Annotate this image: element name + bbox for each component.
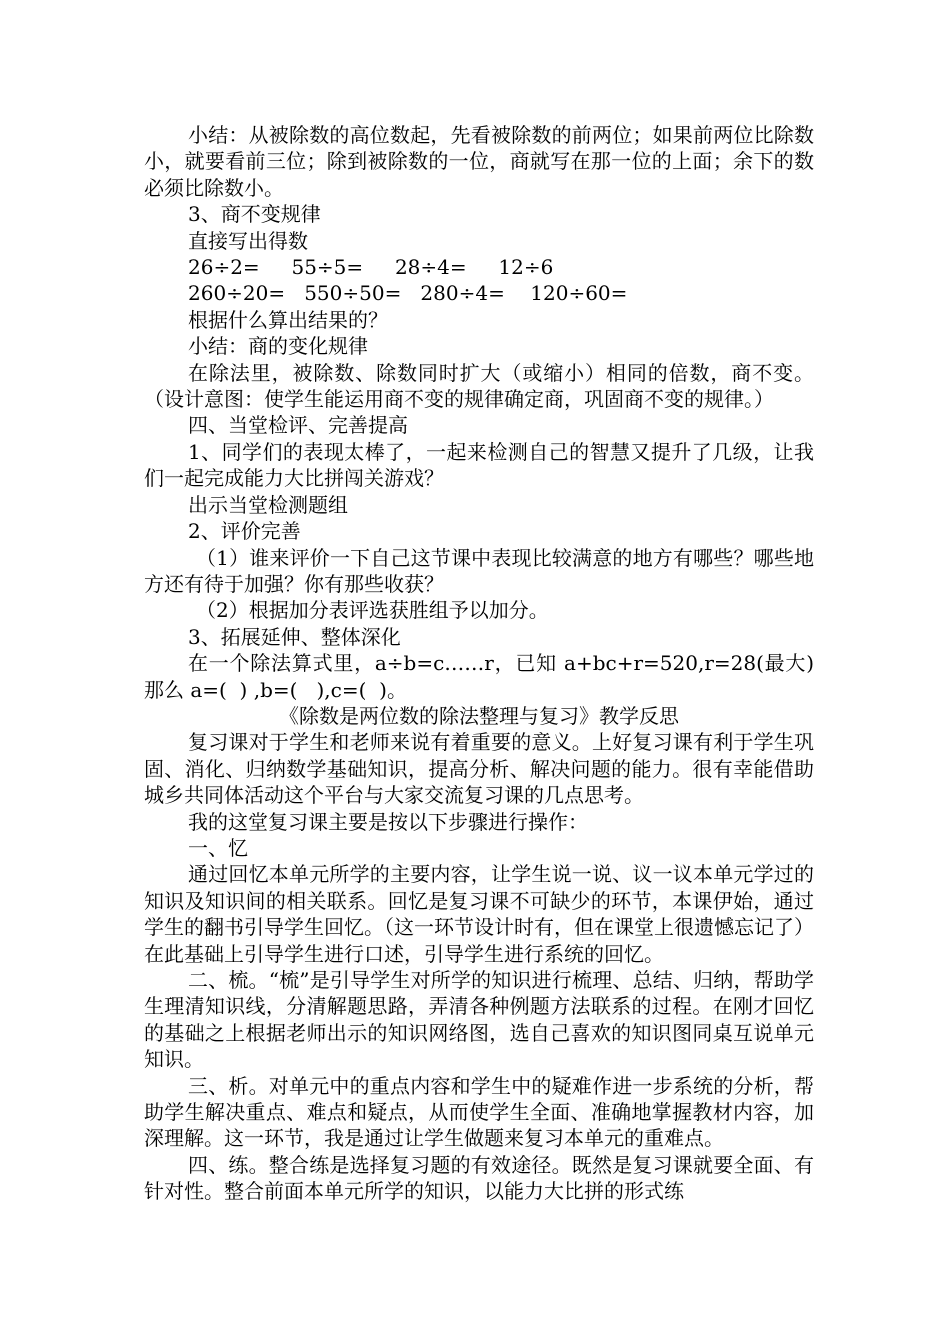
section-heading: 3、商不变规律 [188, 202, 321, 227]
question-line: 根据什么算出结果的？ [188, 307, 388, 332]
reflection-title: 《除数是两位数的除法整理与复习》教学反思 [279, 703, 679, 728]
section-heading: 四、当堂检评、完善提高 [188, 413, 408, 438]
exercise-line: 260÷20= 550÷50= 280÷4= 120÷60= [188, 281, 628, 306]
summary-heading: 小结：商的变化规律 [188, 334, 368, 359]
body-paragraph: 三、析。对单元中的重点内容和学生中的疑难作进一步系统的分析，帮助学生解决重点、难点和疑点，从而使学生全面、准确地掌握教材内容，加深理解。这一环节，我是通过让学生做题来复习本单元的重难点。 [144, 1073, 814, 1151]
summary-paragraph: 小结：从被除数的高位数起，先看被除数的前两位；如果前两位比除数小，就要看前三位；除到被除数的一位，商就写在那一位的上面；余下的数必须比除数小。 [144, 123, 814, 200]
section-heading: 3、拓展延伸、整体深化 [188, 624, 401, 649]
instruction-line: 直接写出得数 [188, 228, 308, 253]
body-paragraph: 1、同学们的表现太棒了，一起来检测自己的智慧又提升了几级，让我们一起完成能力大比拼闯关游戏？ [144, 439, 814, 491]
body-line: （2）根据加分表评选获胜组予以加分。 [196, 598, 549, 623]
body-line: 我的这堂复习课主要是按以下步骤进行操作： [188, 809, 588, 834]
body-paragraph: （1）谁来评价一下自己这节课中表现比较满意的地方有哪些？哪些地方还有待于加强？你有那些收获？ [144, 545, 814, 596]
body-paragraph: 二、梳。“梳”是引导学生对所学的知识进行梳理、总结、归纳，帮助学生理清知识线，分清解题思路，弄清各种例题方法联系的过程。在刚才回忆的基础之上根据老师出示的知识网络图，选自己喜欢的知识图同桌互说单元知识。 [144, 968, 814, 1072]
body-paragraph: 四、练。整合练是选择复习题的有效途径。既然是复习课就要全面、有针对性。整合前面本单元所学的知识，以能力大比拼的形式练 [144, 1152, 814, 1204]
section-heading: 2、评价完善 [188, 519, 301, 544]
body-paragraph: 通过回忆本单元所学的主要内容，让学生说一说、议一议本单元学过的知识及知识间的相关联系。回忆是复习课不可缺少的环节，本课伊始，通过学生的翻书引导学生回忆。（这一环节设计时有，但在课堂上很遗憾忘记了）在此基础上引导学生进行口述，引导学生进行系统的回忆。 [144, 862, 814, 966]
rule-paragraph: 在除法里，被除数、除数同时扩大（或缩小）相同的倍数，商不变。（设计意图：使学生能运用商不变的规律确定商，巩固商不变的规律。） [144, 360, 814, 412]
body-line: 出示当堂检测题组 [188, 492, 348, 517]
problem-paragraph: 在一个除法算式里，a÷b=c……r，已知 a+bc+r=520,r=28(最大)那么 a=( ) ,b=( ),c=( )。 [144, 651, 814, 702]
section-heading: 一、忆 [188, 835, 248, 860]
body-paragraph: 复习课对于学生和老师来说有着重要的意义。上好复习课有利于学生巩固、消化、归纳数学基础知识，提高分析、解决问题的能力。很有幸能借助城乡共同体活动这个平台与大家交流复习课的几点思考。 [144, 730, 814, 808]
document-page [144, 122, 814, 1205]
exercise-line: 26÷2= 55÷5= 28÷4= 12÷6 [188, 255, 554, 280]
